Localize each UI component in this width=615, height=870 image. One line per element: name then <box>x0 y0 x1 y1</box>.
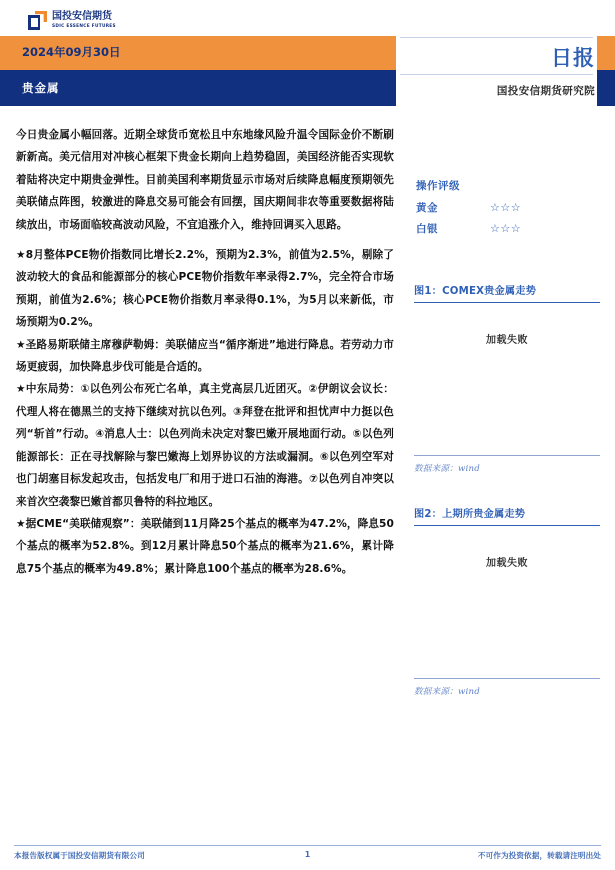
figure-2-source: 数据来源：wind <box>414 687 480 698</box>
figure-block-2 <box>414 505 600 697</box>
rating-row-silver <box>416 221 600 236</box>
figure-1-load-failed: 加载失败 <box>486 335 528 347</box>
operation-rating-panel <box>416 178 600 242</box>
summary-paragraph: 今日贵金属小幅回落。近期全球货币宽松且中东地缘风险升温令国际金价不断刷新新高。美元信用对冲核心框架下贵金长期向上趋势稳固，美国经济能否实现软着陆将决定中期贵金弹性。目前美国利率期货显示市场对后续降息幅度预期领先美联储点阵图，较激进的降息交易可能会有回摆，国庆期间非农等重要数据将陆续放出，市场面临较高波动风险，不宜追涨介入，维持回调买入思路。 <box>16 129 394 231</box>
footer-copyright: 本报告版权属于国投安信期货有限公司 <box>14 851 145 860</box>
figure-1-source: 数据来源：wind <box>414 464 480 475</box>
rating-label-silver: 白银 <box>416 223 438 235</box>
report-banner <box>0 36 615 106</box>
bullet-item-pce: ★8月整体PCE物价指数同比增长2.2%，预期为2.3%，前值为2.5%，剔除了波动较大的食品和能源部分的核心PCE物价指数年率录得2.7%，完全符合市场预期，前值为2.6%；核心PCE物价指数月率录得0.1%，为5月以来新低，市场预期为0.2%。 <box>16 249 394 329</box>
bullet-item-cme-watch: ★据CME“美联储观察”：美联储到11月降25个基点的概率为47.2%，降息50个基点的概率为52.8%。到12月累计降息50个基点的概率为21.6%，累计降息75个基点的概率为49.8%；累计降息100个基点的概率为28.6%。 <box>16 517 394 575</box>
report-category: 贵金属 <box>22 81 60 95</box>
logo-name-cn: 国投安信期货 <box>52 11 112 22</box>
rating-stars-silver: ☆☆☆ <box>490 222 522 235</box>
report-body <box>16 124 394 580</box>
institute-name: 国投安信期货研究院 <box>496 85 595 97</box>
logo-text <box>52 11 115 28</box>
report-type-title: 日报 <box>551 46 595 70</box>
company-logo <box>28 11 115 30</box>
rating-row-gold <box>416 200 600 215</box>
rating-stars-gold: ☆☆☆ <box>490 201 522 214</box>
rating-panel-title: 操作评级 <box>416 180 460 192</box>
footer-disclaimer: 不可作为投资依据，转载请注明出处 <box>477 851 601 860</box>
report-date: 2024年09月30日 <box>22 45 121 59</box>
bullet-item-middle-east: ★中东局势：①以色列公布死亡名单，真主党高层几近团灭。②伊朗议会议长：代理人将在德黑兰的支持下继续对抗以色列。③拜登在批评和担忧声中力挺以色列“斩首”行动。④消息人士：以色列尚未决定对黎巴嫩开展地面行动。⑤以色列能源部长：正在寻找解除与黎巴嫩海上划界协议的方法或漏洞。⑥以色列空军对也门胡塞目标发起攻击，包括发电厂和用于进口石油的海港。⑦以色列自冲突以来首次空袭黎巴嫩首都贝鲁特的科拉地区。 <box>16 383 394 508</box>
bullet-item-fed-speech: ★圣路易斯联储主席穆萨勒姆：美联储应当“循序渐进”地进行降息。若劳动力市场更疲弱，加快降息步伐可能是合适的。 <box>16 338 394 374</box>
figure-2-canvas <box>414 526 600 678</box>
banner-divider-middle <box>400 74 593 75</box>
masthead <box>0 0 615 36</box>
page-footer <box>14 845 601 861</box>
figure-2-title: 图2：上期所贵金属走势 <box>414 509 526 520</box>
footer-divider <box>14 845 601 846</box>
figure-1-canvas <box>414 303 600 455</box>
banner-divider-top <box>400 37 593 38</box>
figure-block-1 <box>414 282 600 474</box>
logo-mark-icon <box>28 11 47 30</box>
figure-1-title: 图1：COMEX贵金属走势 <box>414 286 537 297</box>
logo-name-en: SDIC ESSENCE FUTURES <box>52 22 116 28</box>
figure-2-load-failed: 加载失败 <box>486 558 528 570</box>
footer-page-number: 1 <box>304 850 311 859</box>
rating-label-gold: 黄金 <box>416 202 438 214</box>
